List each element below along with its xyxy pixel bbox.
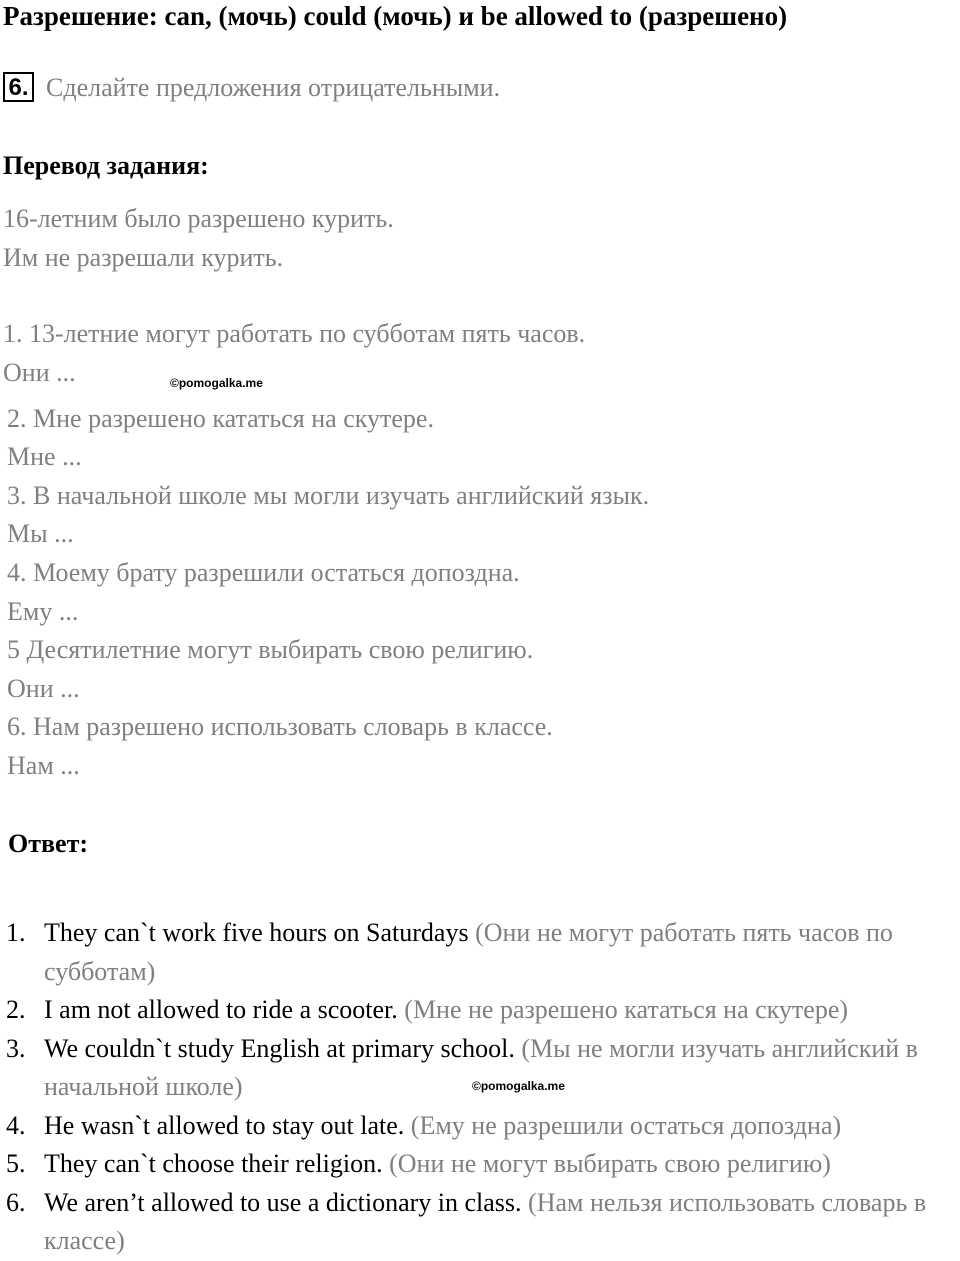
answer-english: I am not allowed to ride a scooter.	[44, 995, 398, 1024]
exercise-line: 5 Десятилетние могут выбирать свою религию.	[7, 635, 534, 664]
answer-number: 1.	[6, 918, 26, 947]
answer-item	[0, 1107, 960, 1146]
watermark: ©pomogalka.me	[170, 376, 263, 390]
answer-item	[0, 1145, 960, 1184]
exercise-line: 6. Нам разрешено использовать словарь в классе.	[7, 712, 553, 741]
exercise-line: 3. В начальной школе мы могли изучать английский язык.	[7, 481, 650, 510]
answer-russian: (Мне не разрешено кататься на скутере)	[404, 995, 849, 1024]
answer-english: They can`t choose their religion.	[44, 1149, 383, 1178]
answer-english: He wasn`t allowed to stay out late.	[44, 1110, 405, 1140]
answer-item	[0, 1030, 960, 1107]
exercise-line: 2. Мне разрешено кататься на скутере.	[7, 404, 434, 433]
task-number: 6.	[3, 72, 34, 102]
answer-number: 4.	[6, 1110, 26, 1140]
exercise-line: Мы ...	[7, 519, 74, 548]
exercise-line: Ему ...	[7, 597, 79, 626]
example-answer: Им не разрешали курить.	[3, 243, 284, 272]
answer-number: 5.	[6, 1149, 26, 1178]
task-instruction: Сделайте предложения отрицательными.	[46, 73, 501, 102]
answer-english: We couldn`t study English at primary school.	[44, 1033, 515, 1063]
answer-item	[0, 991, 960, 1030]
exercise-line: 1. 13-летние могут работать по субботам пять часов.	[3, 319, 586, 348]
watermark: ©pomogalka.me	[472, 1079, 565, 1093]
answer-english: We aren’t allowed to use a dictionary in class.	[44, 1187, 522, 1217]
answer-heading: Ответ:	[8, 829, 89, 858]
answer-english: They can`t work five hours on Saturdays	[44, 918, 469, 947]
answer-number: 6.	[6, 1187, 26, 1217]
answer-number: 2.	[6, 995, 26, 1024]
answer-russian: (Они не могут работать пять часов по субботам)	[44, 918, 893, 986]
answer-russian: (Нам нельзя использовать словарь в классе)	[44, 1187, 927, 1255]
answer-russian: (Ему не разрешили остаться допоздна)	[410, 1110, 842, 1140]
example-sentence: 16-летним было разрешено курить.	[3, 204, 394, 233]
exercise-line: Они ...	[3, 358, 76, 387]
answer-number: 3.	[6, 1033, 26, 1063]
page-title: Разрешение: can, (мочь) could (мочь) и be allowed to (разрешено)	[3, 1, 788, 31]
exercise-line: 4. Моему брату разрешили остаться допоздна.	[7, 558, 520, 587]
exercise-line: Они ...	[7, 674, 80, 703]
translation-heading: Перевод задания:	[3, 151, 209, 180]
exercise-line: Мне ...	[7, 442, 82, 471]
answer-russian: (Они не могут выбирать свою религию)	[389, 1149, 831, 1178]
answer-item	[0, 1184, 960, 1261]
exercise-line: Нам ...	[7, 751, 80, 780]
answer-russian: (Мы не могли изучать английский в начальной школе)	[44, 1033, 918, 1101]
answer-item	[0, 914, 960, 991]
